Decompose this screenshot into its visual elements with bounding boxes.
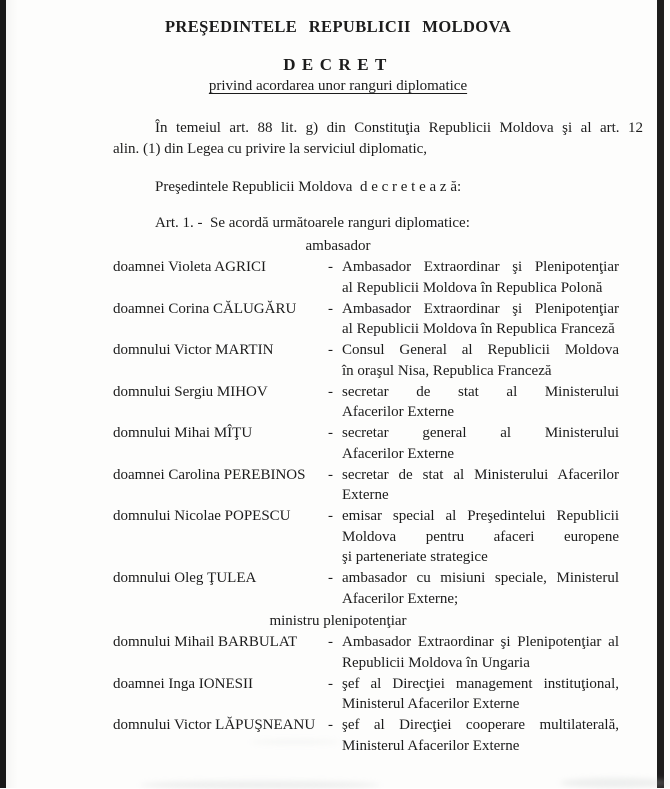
section-heading-ambasador: ambasador: [305, 238, 371, 254]
document-content: [28, 0, 648, 757]
recipient-name: doamnei Carolina PEREBINOS: [113, 466, 306, 483]
rank-description: [342, 257, 619, 298]
rank-line: al Republicii Moldova în Republica Polonă: [342, 279, 603, 296]
recipient-name: domnului Victor MARTIN: [113, 342, 274, 358]
rank-line: Ministerul Afacerilor Externe: [342, 737, 520, 754]
dash-separator: -: [328, 508, 333, 524]
rank-line: Ambasador Extraordinar şi Plenipotenţiar: [342, 259, 619, 275]
rank-description: [342, 423, 619, 464]
rank-line: Ministerul Afacerilor Externe: [342, 696, 520, 712]
rank-line: emisar special al Preşedintelui Republicii: [342, 508, 619, 524]
rank-line: secretar de stat al Ministerului Afacerilor: [342, 466, 619, 483]
rank-description: [342, 715, 619, 756]
decree-entry: [113, 506, 648, 568]
dash-separator: -: [328, 675, 333, 692]
recipient-name: doamnei Violeta AGRICI: [113, 259, 266, 275]
rank-line: Ambasador Extraordinar şi Plenipotenţiar al: [342, 634, 619, 650]
decree-entry: [113, 423, 648, 464]
article-1: Art. 1. - Se acordă următoarele ranguri diplomatice:: [155, 215, 470, 231]
decree-entry: [113, 257, 648, 298]
rank-description: [342, 568, 619, 609]
rank-line: Moldova pentru afaceri europene: [342, 528, 619, 545]
scan-smudge: [250, 740, 340, 744]
rank-description: [342, 465, 619, 506]
dash-separator: -: [328, 634, 333, 650]
rank-line: Consul General al Republicii Moldova: [342, 342, 619, 358]
rank-line: Ambasador Extraordinar şi Plenipotenţiar: [342, 300, 619, 317]
recipient-name: domnului Nicolae POPESCU: [113, 508, 291, 524]
rank-description: [342, 632, 619, 673]
recipient-name: doamnei Corina CĂLUGĂRU: [113, 300, 297, 317]
recipient-name: domnului Oleg ŢULEA: [113, 570, 257, 586]
recipient-name: doamnei Inga IONESII: [113, 675, 253, 692]
rank-description: [342, 299, 619, 340]
preamble-line-1: În temeiul art. 88 lit. g) din Constituţia Republicii Moldova şi al art. 12: [155, 120, 643, 136]
document-title: PREŞEDINTELE REPUBLICII MOLDOVA: [164, 17, 512, 36]
recipient-name: domnului Victor LĂPUŞNEANU: [113, 717, 316, 733]
rank-line: ambasador cu misiuni speciale, Ministerul: [342, 570, 619, 586]
decree-entry: [113, 632, 648, 673]
decree-entry: [113, 465, 648, 506]
document-type-heading: DECRET: [283, 55, 393, 74]
rank-line: al Republicii Moldova în Republica Franceză: [342, 321, 615, 337]
dash-separator: -: [328, 383, 333, 400]
rank-description: [342, 506, 619, 568]
section-heading-ministru-plenipotentiar: ministru plenipotenţiar: [269, 613, 407, 629]
rank-line: Republicii Moldova în Ungaria: [342, 654, 530, 671]
dash-separator: -: [328, 425, 333, 441]
preamble-line-2: alin. (1) din Legea cu privire la serviciul diplomatic,: [113, 141, 428, 157]
rank-description: [342, 382, 619, 423]
rank-line: Afacerilor Externe;: [342, 590, 459, 607]
rank-description: [342, 340, 619, 381]
rank-line: în oraşul Nisa, Republica Franceză: [342, 362, 552, 379]
decree-entry: [113, 299, 648, 340]
decree-entry: [113, 568, 648, 609]
rank-line: Externe: [342, 487, 389, 503]
rank-description: [342, 674, 619, 715]
dash-separator: -: [328, 466, 333, 483]
rank-line: secretar general al Ministerului: [342, 425, 619, 441]
scan-edge-left: [0, 0, 6, 788]
dash-separator: -: [328, 342, 333, 358]
decree-entry: [113, 674, 648, 715]
decree-entry: [113, 715, 648, 756]
recipient-name: domnului Sergiu MIHOV: [113, 383, 268, 400]
dash-separator: -: [328, 259, 333, 275]
dash-separator: -: [328, 300, 333, 317]
scan-smudge: [560, 778, 670, 788]
dash-separator: -: [328, 570, 333, 586]
rank-line: şi parteneriate strategice: [342, 549, 488, 565]
scan-edge-right: [657, 0, 664, 788]
document-subtitle: privind acordarea unor ranguri diplomatice: [208, 78, 468, 94]
rank-line: Afacerilor Externe: [342, 445, 455, 462]
rank-line: Afacerilor Externe: [342, 404, 455, 420]
decree-entry: [113, 382, 648, 423]
dash-separator: -: [328, 717, 333, 733]
rank-line: şef al Direcţiei management instituţional,: [342, 675, 619, 692]
rank-line: şef al Direcţiei cooperare multilaterală,: [342, 717, 619, 733]
rank-line: secretar de stat al Ministerului: [342, 383, 619, 400]
recipient-name: domnului Mihail BARBULAT: [113, 634, 298, 650]
decree-clause: Preşedintele Republicii Moldova d e c r e t e a z ă:: [155, 179, 462, 195]
decree-entry: [113, 340, 648, 381]
recipient-name: domnului Mihai MÎŢU: [113, 425, 253, 441]
